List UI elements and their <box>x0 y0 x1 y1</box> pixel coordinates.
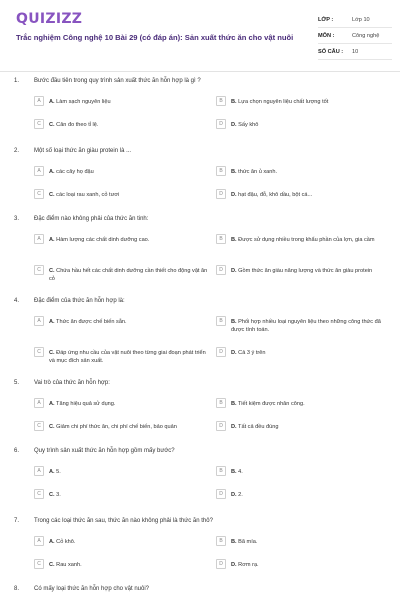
option-letter-box: C <box>34 265 44 275</box>
answer-option-b[interactable] <box>216 318 386 334</box>
option-letter-box: A <box>34 466 44 476</box>
question-number: 5. <box>14 380 20 386</box>
option-text <box>231 318 386 334</box>
question-text: Có mấy loại thức ăn hỗn hợp cho vật nuôi? <box>34 586 150 592</box>
meta-row-class <box>318 12 392 28</box>
option-text <box>49 538 75 546</box>
option-letter-box: B <box>216 316 226 326</box>
option-label: B. <box>231 539 237 545</box>
option-letter-box: D <box>216 489 226 499</box>
meta-value: Công nghệ <box>352 32 380 39</box>
option-letter-box: A <box>34 234 44 244</box>
option-letter-box: A <box>34 96 44 106</box>
option-text <box>49 168 94 176</box>
meta-row-subject <box>318 28 392 44</box>
option-body: thức ăn ủ xanh. <box>238 169 278 175</box>
answer-option-b[interactable] <box>216 468 386 476</box>
option-label: D. <box>231 122 237 128</box>
option-label: A. <box>49 99 55 105</box>
option-letter-box: D <box>216 347 226 357</box>
option-body: Sấy khô <box>238 122 259 128</box>
question-text: Một số loại thức ăn giàu protein là ... <box>34 148 132 154</box>
option-letter-box: A <box>34 316 44 326</box>
question-number: 3. <box>14 216 20 222</box>
option-text <box>49 349 210 365</box>
option-text <box>49 98 111 106</box>
option-letter-box: B <box>216 536 226 546</box>
option-label: D. <box>231 192 237 198</box>
option-text <box>49 561 82 569</box>
option-body: Tất cả đều đúng <box>238 424 279 430</box>
option-label: A. <box>49 469 55 475</box>
question-number: 8. <box>14 586 20 592</box>
option-text <box>49 236 149 244</box>
option-text <box>49 191 119 199</box>
answer-option-d[interactable] <box>216 491 386 499</box>
question-text: Trong các loại thức ăn sau, thức ăn nào không phải là thức ăn thô? <box>34 518 213 524</box>
option-body: 5. <box>56 469 61 475</box>
option-letter-box: B <box>216 398 226 408</box>
option-body: Chứa hầu hết các chất dinh dưỡng cần thiết cho động vật ăn cỏ <box>49 268 208 282</box>
option-label: A. <box>49 319 55 325</box>
worksheet-title: Trắc nghiệm Công nghệ 10 Bài 29 (có đáp án): Sản xuất thức ăn cho vật nuôi <box>16 33 294 42</box>
option-label: C. <box>49 424 55 430</box>
option-label: A. <box>49 539 55 545</box>
option-body: Hàm lượng các chất dinh dưỡng cao. <box>56 237 150 243</box>
option-body: 4. <box>238 469 243 475</box>
option-label: D. <box>231 268 237 274</box>
answer-option-a[interactable] <box>34 236 210 244</box>
option-letter-box: C <box>34 189 44 199</box>
answer-option-a[interactable] <box>34 400 210 408</box>
option-letter-box: B <box>216 466 226 476</box>
answer-option-b[interactable] <box>216 538 386 546</box>
option-letter-box: A <box>34 398 44 408</box>
option-text <box>231 468 243 476</box>
question-number: 4. <box>14 298 20 304</box>
option-label: B. <box>231 469 237 475</box>
option-letter-box: B <box>216 234 226 244</box>
option-text <box>231 561 259 569</box>
option-label: A. <box>49 169 55 175</box>
option-text <box>49 491 61 499</box>
option-label: B. <box>231 99 237 105</box>
option-letter-box: D <box>216 265 226 275</box>
option-label: D. <box>231 492 237 498</box>
option-body: Rau xanh. <box>56 562 82 568</box>
answer-option-d[interactable] <box>216 423 386 431</box>
option-letter-box: B <box>216 166 226 176</box>
option-letter-box: A <box>34 166 44 176</box>
option-label: A. <box>49 401 55 407</box>
option-label: C. <box>49 492 55 498</box>
answer-option-c[interactable] <box>34 191 210 199</box>
answer-option-b[interactable] <box>216 400 386 408</box>
answer-option-d[interactable] <box>216 191 386 199</box>
option-text <box>49 468 61 476</box>
option-text <box>231 98 328 106</box>
option-body: Được sử dụng nhiều trong khẩu phần của lợn, gia cầm <box>238 237 375 243</box>
answer-option-a[interactable] <box>34 468 210 476</box>
option-body: Giảm chi phí thức ăn, chi phí chế biến, bảo quản <box>56 424 177 430</box>
question-text: Bước đầu tiên trong quy trình sản xuất thức ăn hỗn hợp là gì ? <box>34 78 201 84</box>
option-letter-box: D <box>216 189 226 199</box>
option-label: D. <box>231 350 237 356</box>
question-number: 6. <box>14 448 20 454</box>
answer-option-d[interactable] <box>216 121 386 129</box>
question-text: Đặc điểm nào không phải của thức ăn tinh: <box>34 216 149 222</box>
question-text: Vai trò của thức ăn hỗn hợp: <box>34 380 110 386</box>
meta-key: MÔN : <box>318 32 335 39</box>
meta-value: 10 <box>352 48 359 55</box>
answer-option-d[interactable] <box>216 349 386 357</box>
option-letter-box: C <box>34 421 44 431</box>
worksheet-meta <box>318 12 392 60</box>
option-body: Rơm rạ. <box>238 562 259 568</box>
option-letter-box: A <box>34 536 44 546</box>
option-label: D. <box>231 424 237 430</box>
option-label: C. <box>49 350 55 356</box>
option-label: B. <box>231 401 237 407</box>
option-body: Tăng hiệu quả sử dụng. <box>56 401 116 407</box>
option-text <box>231 168 277 176</box>
option-letter-box: D <box>216 559 226 569</box>
option-label: C. <box>49 122 55 128</box>
option-text <box>49 267 210 283</box>
option-body: hạt đậu, đỗ, khô dầu, bột cá... <box>238 192 313 198</box>
option-label: C. <box>49 268 55 274</box>
quizizz-logo: QUIZIZZ <box>16 11 83 27</box>
meta-key: LỚP : <box>318 16 334 23</box>
option-label: D. <box>231 562 237 568</box>
option-body: Gồm thức ăn giàu năng lượng và thức ăn giàu protein <box>238 268 373 274</box>
question-number: 7. <box>14 518 20 524</box>
answer-option-d[interactable] <box>216 561 386 569</box>
option-text <box>231 349 266 357</box>
answer-option-b[interactable] <box>216 98 386 106</box>
option-body: Cả 3 ý trên <box>238 350 266 356</box>
option-letter-box: C <box>34 559 44 569</box>
option-body: Đáp ứng nhu cầu của vật nuôi theo từng giai đoạn phát triển và mục đích sản xuất. <box>49 350 206 364</box>
option-text <box>231 491 243 499</box>
option-text <box>231 121 258 129</box>
option-text <box>231 400 305 408</box>
answer-option-a[interactable] <box>34 538 210 546</box>
answer-option-d[interactable] <box>216 267 386 275</box>
worksheet-header <box>0 0 400 72</box>
option-body: các cây họ đậu <box>56 169 94 175</box>
option-label: B. <box>231 319 237 325</box>
option-text <box>231 423 278 431</box>
option-text <box>231 191 312 199</box>
option-body: Cỏ khô. <box>56 539 76 545</box>
answer-option-c[interactable] <box>34 561 210 569</box>
option-label: A. <box>49 237 55 243</box>
question-text: Quy trình sản xuất thức ăn hỗn hợp gồm mấy bước? <box>34 448 175 454</box>
answer-option-a[interactable] <box>34 318 210 326</box>
question-text: Đặc điểm của thức ăn hỗn hợp là: <box>34 298 125 304</box>
option-letter-box: D <box>216 119 226 129</box>
option-body: 3. <box>56 492 61 498</box>
answer-option-c[interactable] <box>34 121 210 129</box>
answer-option-b[interactable] <box>216 236 386 244</box>
option-body: Tiết kiệm được nhân công. <box>238 401 305 407</box>
answer-option-b[interactable] <box>216 168 386 176</box>
option-letter-box: B <box>216 96 226 106</box>
option-label: C. <box>49 562 55 568</box>
option-body: Lựa chọn nguyên liệu chất lượng tốt <box>238 99 329 105</box>
option-label: B. <box>231 169 237 175</box>
option-text <box>49 121 98 129</box>
answer-option-c[interactable] <box>34 491 210 499</box>
meta-key: SỐ CÂU : <box>318 48 344 55</box>
option-text <box>49 318 127 326</box>
question-number: 1. <box>14 78 20 84</box>
question-number: 2. <box>14 148 20 154</box>
option-body: Thức ăn được chế biến sẵn. <box>56 319 127 325</box>
option-body: 2. <box>238 492 243 498</box>
option-letter-box: C <box>34 119 44 129</box>
option-text <box>231 538 257 546</box>
answer-option-a[interactable] <box>34 168 210 176</box>
meta-value: Lớp 10 <box>352 16 370 23</box>
answer-option-c[interactable] <box>34 267 210 283</box>
option-text <box>49 400 115 408</box>
option-text <box>231 267 372 275</box>
option-label: B. <box>231 237 237 243</box>
option-letter-box: C <box>34 489 44 499</box>
option-text <box>231 236 375 244</box>
option-body: các loại rau xanh, cỏ tươi <box>56 192 120 198</box>
answer-option-c[interactable] <box>34 349 210 365</box>
answer-option-c[interactable] <box>34 423 210 431</box>
option-body: Làm sạch nguyên liệu <box>56 99 111 105</box>
option-body: Cân đo theo tỉ lệ. <box>56 122 99 128</box>
option-text <box>49 423 177 431</box>
answer-option-a[interactable] <box>34 98 210 106</box>
option-body: Bã mía. <box>238 539 258 545</box>
option-label: C. <box>49 192 55 198</box>
option-letter-box: D <box>216 421 226 431</box>
option-body: Phối hợp nhiều loại nguyên liệu theo những công thức đã được tính toán. <box>231 319 381 333</box>
meta-row-count <box>318 44 392 60</box>
option-letter-box: C <box>34 347 44 357</box>
